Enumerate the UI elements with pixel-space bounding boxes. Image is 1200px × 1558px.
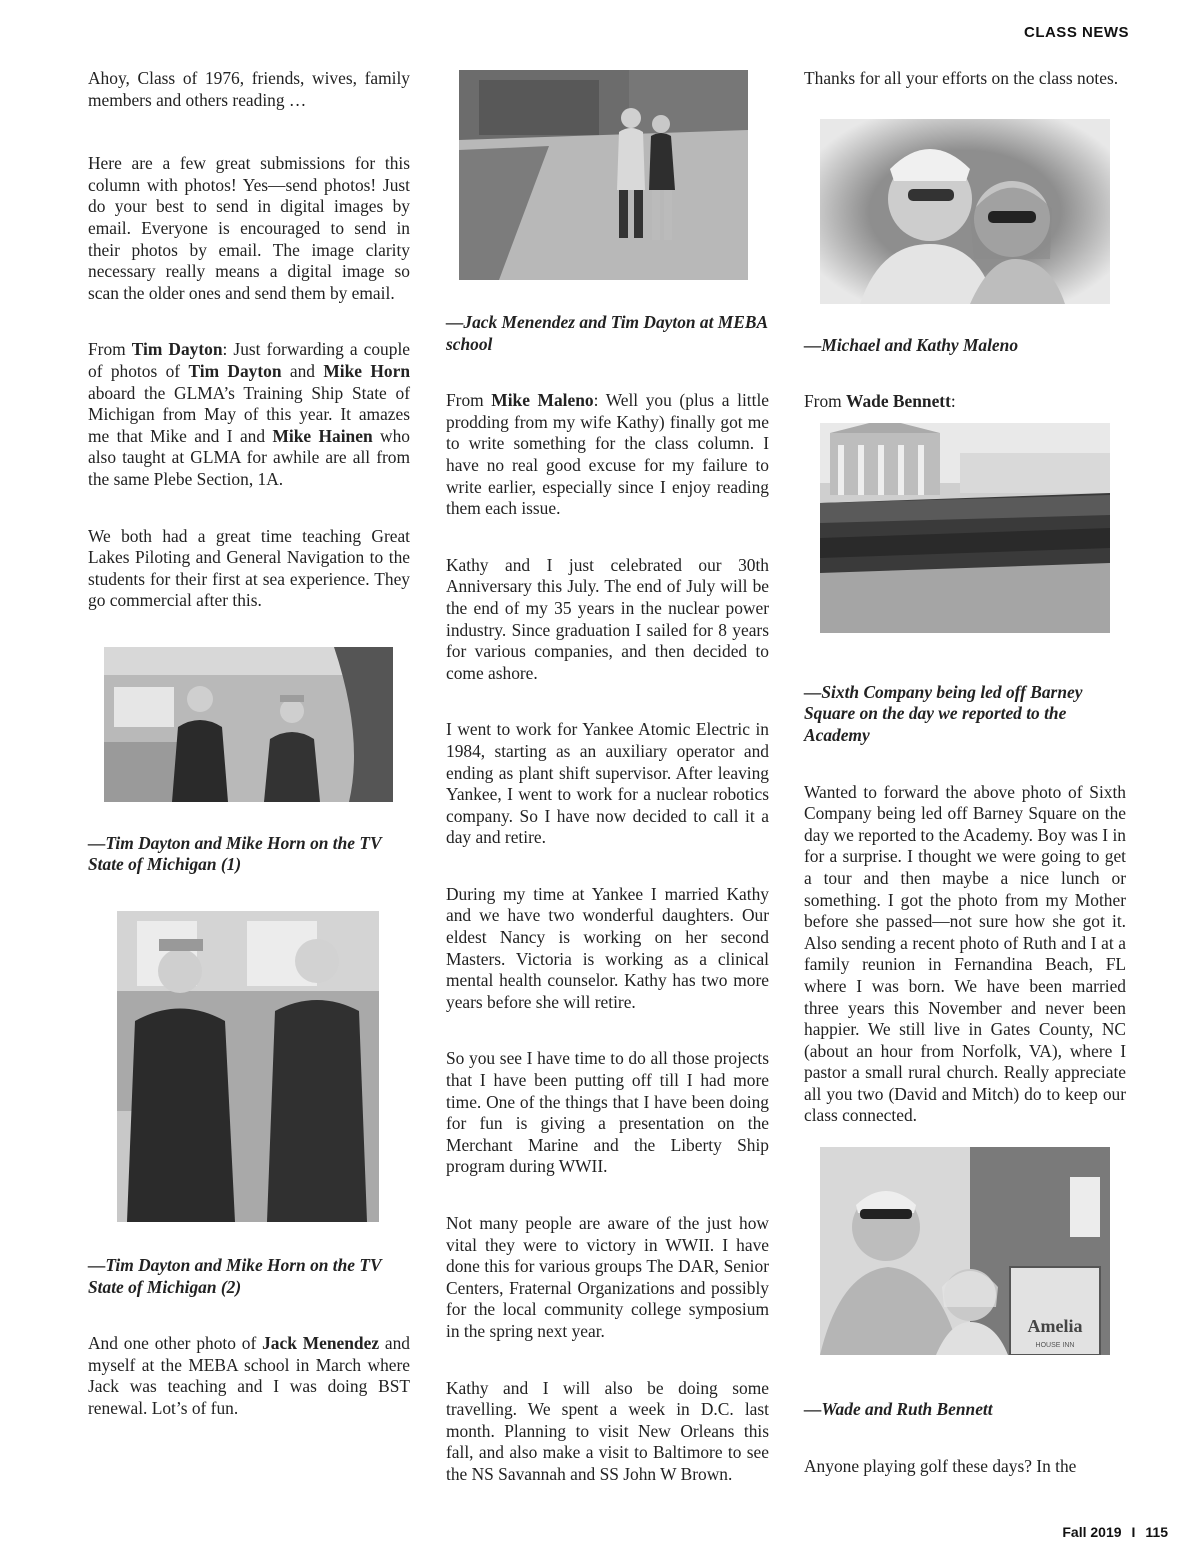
amelia-sign-subtext: HOUSE INN (1035, 1342, 1075, 1350)
caption-sixth-company: —Sixth Company being led off Barney Square on the day we reported to the Academy (804, 681, 1083, 745)
photo-michael-kathy-maleno (820, 119, 1110, 304)
amelia-sign-text: Amelia (1027, 1316, 1083, 1337)
teaching-paragraph: We both had a great time teaching Great Lakes Piloting and General Navigation to the students for their first at sea experience. They go commercial after this. (88, 525, 410, 611)
page-number: 115 (1145, 1524, 1168, 1540)
column-2 (446, 68, 769, 1486)
projects-paragraph: So you see I have time to do all those projects that I have been putting off till I had more time. One of the things that I have been doing for fun is giving a presentation on the Merchant Marine and the Liberty Ship program during WWII. (446, 1048, 769, 1177)
yankee-atomic-paragraph: I went to work for Yankee Atomic Electric in 1984, starting as an auxiliary operator and ending as plant shift supervisor. After leaving Yankee, I went to work for a nuclear robotics company. So I have now decided to call it a day and retire. (446, 719, 769, 848)
mike-maleno-paragraph: From Mike Maleno: Well you (plus a little prodding from my wife Kathy) finally got me to write something for the class column. I have no real good excuse for my failure to write earlier, especially since I enjoy reading them each issue. (446, 390, 769, 519)
caption-dayton-horn-2: —Tim Dayton and Mike Horn on the TV State of Michigan (2) (88, 1255, 382, 1297)
academy-photo-paragraph: Wanted to forward the above photo of Sixth Company being led off Barney Square on the day we reported to the Academy. Boy was I in for a surprise. I thought we were going to get a tour and then maybe a nice lunch or something. I got the photo from my Mother before she passed—not sure how she got it. Also sending a recent photo of Ruth and I at a family reunion in Fernandina Beach, FL where I was born. We have been married three years this November and never been happier. We still live in Gates County, NC (about an hour from Norfolk, VA), where I pastor a small rural church. Really appreciate all you two (David and Mitch) do to keep our class connected. (804, 781, 1126, 1126)
wwii-paragraph: Not many people are aware of the just how vital they were to victory in WWII. I have done this for various groups The DAR, Senior Centers, Fraternal Organizations and possibly for the local community college symposium in the spring next year. (446, 1213, 769, 1341)
column-1 (88, 68, 410, 1420)
caption-dayton-horn-1: —Tim Dayton and Mike Horn on the TV State of Michigan (1) (88, 832, 382, 875)
page-footer (1062, 1524, 1168, 1540)
photos-request-paragraph: Here are a few great submissions for this column with photos! Yes—send photos! Just do your best to send in digital images by email. Everyone is encouraged to send in their photos by email. The image clarity necessary really means a digital image so scan the older ones and send them by email. (88, 153, 410, 303)
photo-sixth-company (820, 423, 1110, 633)
photo-menendez-dayton (459, 70, 748, 280)
column-3 (804, 68, 1126, 1477)
wade-bennett-paragraph: From Wade Bennett: (804, 391, 956, 412)
travelling-paragraph: Kathy and I will also be doing some travelling. We spent a week in D.C. last month. Planning to visit New Orleans this fall, and also make a visit to Baltimore to see the NS Savannah and SS John W Brown. (446, 1377, 769, 1484)
caption-menendez-dayton: —Jack Menendez and Tim Dayton at MEBA school (446, 312, 768, 354)
section-header: CLASS NEWS (1023, 24, 1129, 41)
photo-wade-ruth-bennett (820, 1147, 1110, 1355)
issue-label: Fall 2019 (1062, 1524, 1122, 1540)
photo-dayton-horn-2 (117, 911, 379, 1222)
caption-michael-kathy-maleno: —Michael and Kathy Maleno (804, 334, 1019, 355)
thanks-paragraph: Thanks for all your efforts on the class notes. (804, 68, 1119, 88)
family-paragraph: During my time at Yankee I married Kathy and we have two wonderful daughters. Our eldest Nancy is working on her second Masters. Victoria is working as a clinical mental health counselor. Kathy has two more years before she will retire. (446, 883, 769, 1012)
meba-paragraph: And one other photo of Jack Menendez and myself at the MEBA school in March where Jack was teaching and I was doing BST renewal. Lot’s of fun. (88, 1333, 410, 1419)
footer-separator: I (1131, 1524, 1136, 1540)
golf-paragraph: Anyone playing golf these days? In the (804, 1455, 1077, 1476)
intro-paragraph: Ahoy, Class of 1976, friends, wives, family members and others reading … (88, 68, 410, 110)
caption-wade-ruth-bennett: —Wade and Ruth Bennett (804, 1399, 993, 1420)
tim-dayton-paragraph: From Tim Dayton: Just forwarding a couple of photos of Tim Dayton and Mike Horn aboard the GLMA’s Training Ship State of Michigan from May of this year. It amazes me that Mike and I and Mike Hainen who also taught at GLMA for awhile are all from the same Plebe Section, 1A. (88, 339, 410, 489)
anniversary-paragraph: Kathy and I just celebrated our 30th Anniversary this July. The end of July will be the end of my 35 years in the nuclear power industry. Since graduation I sailed for 8 years for various companies, and then decided to come ashore. (446, 554, 769, 683)
photo-dayton-horn-1 (104, 647, 393, 802)
